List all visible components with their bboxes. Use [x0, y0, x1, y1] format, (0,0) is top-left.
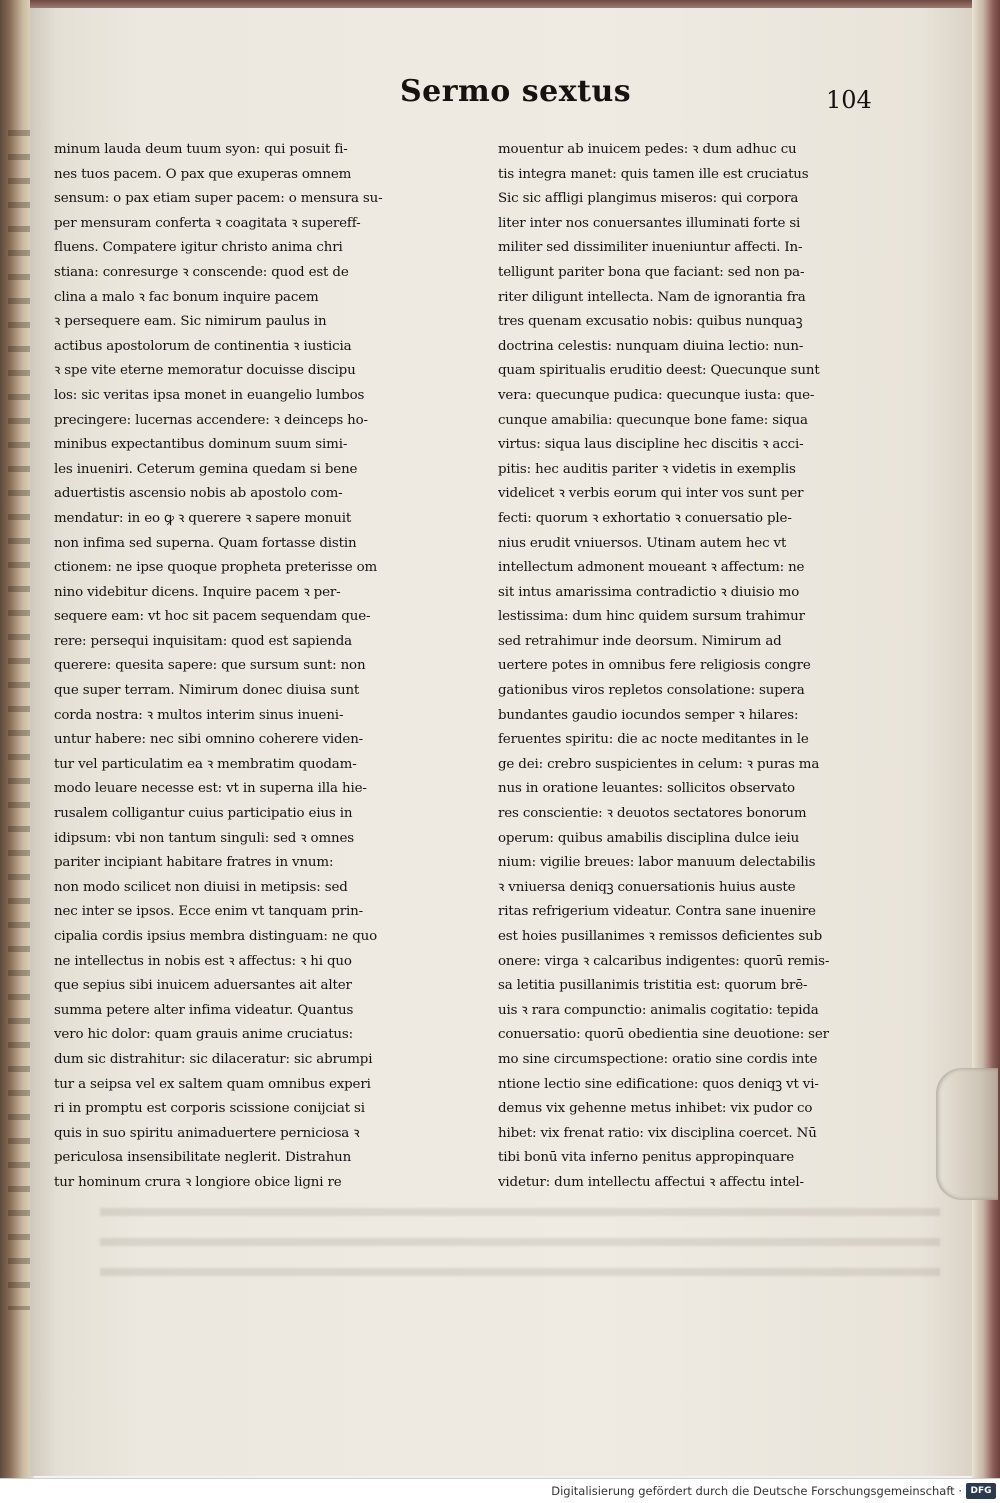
left-page-edge: [0, 0, 34, 1478]
text-line: clina a malo ꝛ fac bonum inquire pacem: [54, 289, 319, 305]
text-line: vera: quecunque pudica: quecunque iusta: que-: [498, 387, 815, 403]
book-binding-right: [972, 0, 1000, 1478]
text-line: virtus: siqua laus discipline hec discitis ꝛ acci-: [498, 437, 804, 453]
text-line: uis ꝛ rara compunctio: animalis cogitatio: tepida: [498, 1002, 819, 1018]
text-line: nes tuos pacem. O pax que exuperas omnem: [54, 166, 352, 182]
text-line: ge dei: crebro suspicientes in celum: ꝛ puras ma: [498, 756, 820, 772]
text-line: res conscientie: ꝛ deuotos sectatores bonorum: [498, 806, 807, 822]
text-line: mendatur: in eo ꝙ ꝛ querere ꝛ sapere monuit: [54, 510, 352, 526]
text-line: ntione lectio sine edificatione: quos deniqꝫ vt vi-: [498, 1076, 819, 1092]
text-line: sed retrahimur inde deorsum. Nimirum ad: [498, 633, 782, 649]
text-line: ꝛ vniuersa deniqꝫ conuersationis huius auste: [498, 879, 796, 895]
text-line: tur a seipsa vel ex saltem quam omnibus experi: [54, 1076, 371, 1092]
text-line: riter diligunt intellecta. Nam de ignorantia fra: [498, 289, 806, 305]
text-line: liter inter nos conuersantes illuminati forte si: [498, 215, 801, 231]
book-clasp: [936, 1068, 998, 1200]
text-line: los: sic veritas ipsa monet in euangelio lumbos: [54, 387, 365, 403]
text-line: dum sic distrahitur: sic dilaceratur: sic abrumpi: [54, 1051, 373, 1067]
text-line: sequere eam: vt hoc sit pacem sequendam que-: [54, 609, 371, 625]
text-line: querere: quesita sapere: que sursum sunt: non: [54, 658, 366, 674]
text-line: stiana: conresurge ꝛ conscende: quod est de: [54, 264, 349, 280]
text-line: les inueniri. Ceterum gemina quedam si bene: [54, 461, 358, 477]
text-line: est hoies pusillanimes ꝛ remissos deficientes sub: [498, 929, 823, 944]
text-line: intellectum admonent moueant ꝛ affectum: ne: [498, 560, 805, 576]
text-line: tis integra manet: quis tamen ille est cruciatus: [498, 166, 809, 182]
text-line: lestissima: dum hinc quidem sursum trahimur: [498, 609, 805, 625]
folio-number: 104: [826, 86, 872, 114]
text-line: modo leuare necesse est: vt in superna illa hie-: [54, 781, 367, 797]
text-line: sit intus amarissima contradictio ꝛ diuisio mo: [498, 584, 800, 600]
text-line: summa petere alter infima videatur. Quantus: [54, 1002, 354, 1018]
text-line: sensum: o pax etiam super pacem: o mensura su-: [54, 191, 383, 207]
dfg-logo: DFG: [966, 1483, 996, 1499]
text-line: gationibus viros repletos consolatione: supera: [498, 683, 805, 699]
left-page-text-fragment: [8, 130, 30, 1310]
text-line: corda nostra: ꝛ multos interim sinus inueni-: [54, 707, 344, 723]
text-line: ꝛ spe vite eterne memoratur docuisse discipu: [54, 363, 356, 379]
text-line: tres quenam excusatio nobis: quibus nunquaꝫ: [498, 314, 803, 330]
text-line: rusalem colligantur cuius participatio eius in: [54, 806, 353, 822]
text-line: conuersatio: quorū obedientia sine deuotione: ser: [498, 1027, 829, 1043]
text-line: demus vix gehenne metus inhibet: vix pudor co: [498, 1101, 813, 1117]
text-line: sa letitia pusillanimis tristitia est: quorum brē-: [498, 978, 808, 994]
text-line: ne intellectus in nobis est ꝛ affectus: ꝛ hi quo: [54, 953, 352, 969]
text-line: non modo scilicet non diuisi in metipsis: sed: [54, 879, 348, 895]
text-line: cipalia cordis ipsius membra distinguam: ne quo: [54, 929, 378, 944]
text-line: ꝛ persequere eam. Sic nimirum paulus in: [54, 314, 327, 330]
text-line: rere: persequi inquisitam: quod est sapienda: [54, 633, 352, 649]
text-line: ctionem: ne ipse quoque propheta preterisse om: [54, 560, 378, 576]
text-line: minibus expectantibus dominum suum simi-: [54, 437, 348, 453]
text-line: doctrina celestis: nunquam diuina lectio: nun-: [498, 338, 804, 354]
text-line: non infima sed superna. Quam fortasse distin: [54, 535, 357, 551]
text-line: nec inter se ipsos. Ecce enim vt tanquam prin-: [54, 904, 363, 920]
text-line: nium: vigilie breues: labor manuum delectabilis: [498, 855, 816, 871]
text-line: uertere potes in omnibus fere religiosis congre: [498, 658, 811, 674]
text-line: operum: quibus amabilis disciplina dulce ieiu: [498, 830, 800, 846]
text-column-right: [498, 138, 910, 1196]
text-line: pariter incipiant habitare fratres in vnum:: [54, 855, 334, 871]
show-through-text: [100, 1194, 940, 1294]
text-line: videtur: dum intellectu affectui ꝛ affectu intel-: [498, 1174, 804, 1190]
text-line: Sic sic affligi plangimus miseros: qui corpora: [498, 191, 799, 207]
text-line: videlicet ꝛ verbis eorum qui inter vos sunt per: [498, 486, 804, 502]
text-line: actibus apostolorum de continentia ꝛ iusticia: [54, 338, 352, 354]
text-line: fluens. Compatere igitur christo anima chri: [54, 240, 343, 256]
text-line: quam spiritualis eruditio deest: Quecunque sunt: [498, 363, 820, 379]
text-line: precingere: lucernas accendere: ꝛ deinceps ho-: [54, 412, 368, 428]
text-line: tur vel particulatim ea ꝛ membratim quodam-: [54, 756, 357, 772]
text-line: vero hic dolor: quam grauis anime cruciatus:: [54, 1027, 353, 1043]
text-line: pitis: hec auditis pariter ꝛ videtis in exemplis: [498, 461, 796, 477]
text-line: per mensuram conferta ꝛ coagitata ꝛ supereff-: [54, 215, 361, 231]
text-line: mo sine circumspectione: oratio sine cordis inte: [498, 1051, 818, 1067]
text-column-left: [54, 138, 464, 1196]
text-line: que super terram. Nimirum donec diuisa sunt: [54, 683, 360, 699]
text-line: idipsum: vbi non tantum singuli: sed ꝛ omnes: [54, 830, 354, 846]
text-line: quis in suo spiritu animaduertere perniciosa ꝛ: [54, 1125, 360, 1141]
text-line: minum lauda deum tuum syon: qui posuit fi-: [54, 142, 348, 157]
text-line: cunque amabilia: quecunque bone fame: siqua: [498, 412, 808, 428]
text-line: ri in promptu est corporis scissione conijciat si: [54, 1101, 365, 1117]
text-line: feruentes spiritu: die ac nocte meditantes in le: [498, 732, 809, 748]
text-line: ritas refrigerium videatur. Contra sane inuenire: [498, 904, 816, 920]
text-line: periculosa insensibilitate neglerit. Distrahun: [54, 1150, 352, 1166]
footer-bar: [0, 1478, 1000, 1503]
text-line: telligunt pariter bona que faciant: sed non pa-: [498, 264, 805, 280]
text-line: tibi bonū vita inferno penitus appropinquare: [498, 1150, 795, 1166]
text-line: hibet: vix frenat ratio: vix disciplina coercet. Nū: [498, 1125, 817, 1141]
text-line: nus in oratione leuantes: sollicitos observato: [498, 781, 795, 797]
text-line: mouentur ab inuicem pedes: ꝛ dum adhuc cu: [498, 142, 797, 157]
text-line: militer sed dissimiliter inueniuntur affecti. In-: [498, 240, 803, 256]
text-line: untur habere: nec sibi omnino coherere viden-: [54, 732, 364, 748]
text-line: bundantes gaudio iocundos semper ꝛ hilares:: [498, 707, 799, 723]
running-title: Sermo sextus: [400, 74, 632, 109]
text-line: nino videbitur dicens. Inquire pacem ꝛ per-: [54, 584, 341, 600]
text-line: fecti: quorum ꝛ exhortatio ꝛ conuersatio ple-: [498, 510, 792, 526]
text-line: nius erudit vniuersos. Utinam autem hec vt: [498, 535, 787, 551]
text-line: que sepius sibi inuicem aduersantes ait alter: [54, 978, 352, 994]
funding-notice: Digitalisierung gefördert durch die Deutsche Forschungsgemeinschaft ·: [551, 1484, 962, 1498]
text-line: aduertistis ascensio nobis ab apostolo com-: [54, 486, 343, 502]
text-line: tur hominum crura ꝛ longiore obice ligni re: [54, 1174, 342, 1190]
text-line: onere: virga ꝛ calcaribus indigentes: quorū remis-: [498, 953, 830, 969]
